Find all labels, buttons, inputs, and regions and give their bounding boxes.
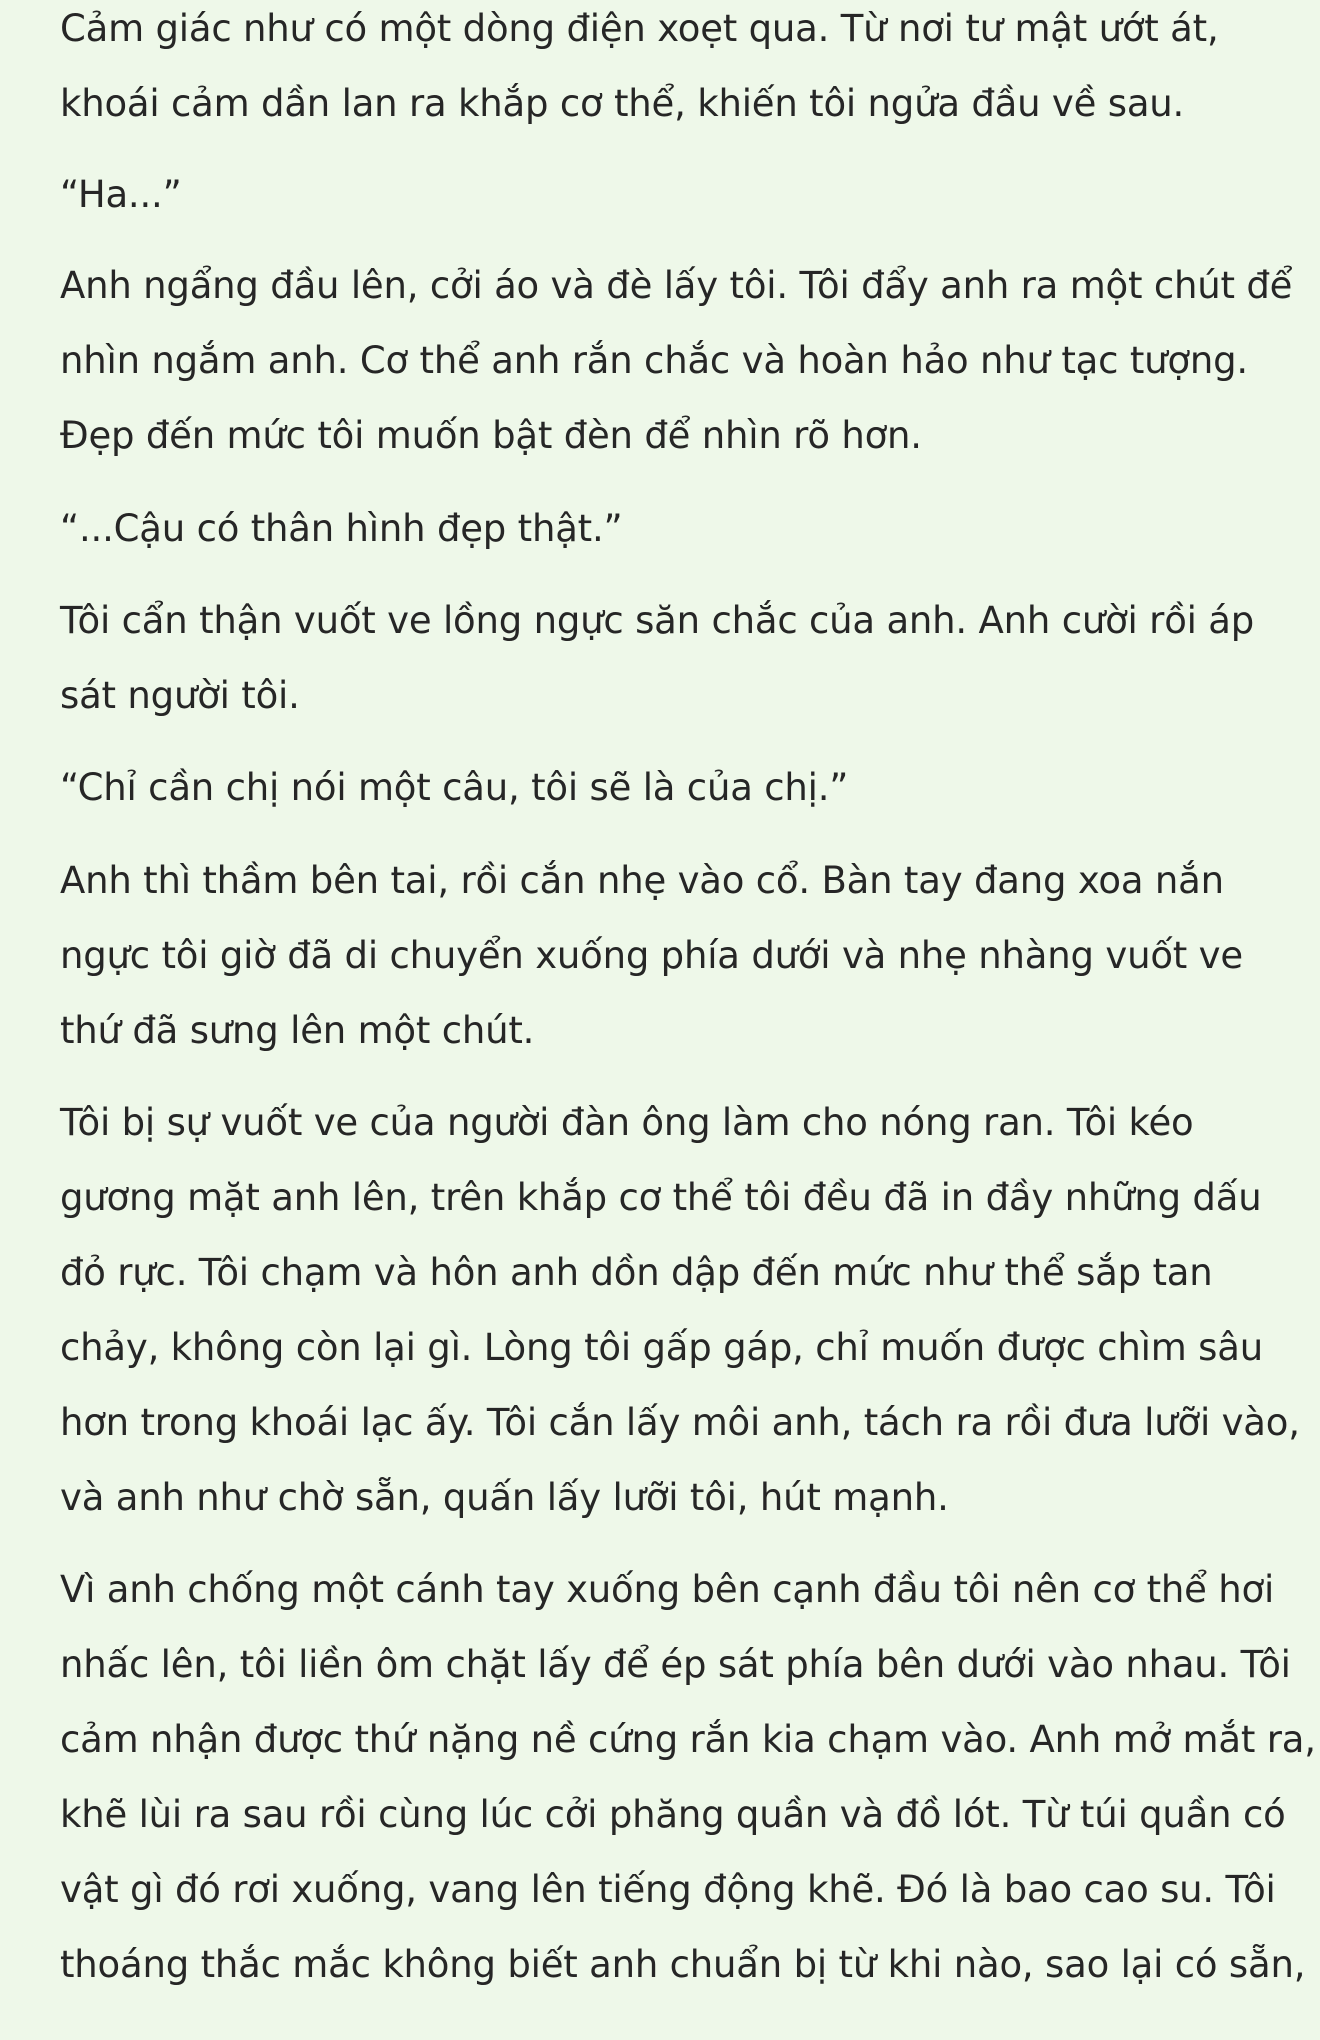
text-line: nhấc lên, tôi liền ôm chặt lấy để ép sát phía bên dưới vào nhau. Tôi <box>60 1643 1291 1686</box>
text-line: “...Cậu có thân hình đẹp thật.” <box>60 507 623 550</box>
text-line: chảy, không còn lại gì. Lòng tôi gấp gáp, chỉ muốn được chìm sâu <box>60 1326 1263 1369</box>
paragraph <box>60 248 1293 473</box>
paragraph <box>60 843 1270 1068</box>
text-line: thứ đã sưng lên một chút. <box>60 1009 535 1052</box>
paragraph <box>60 157 1270 232</box>
text-line: vật gì đó rơi xuống, vang lên tiếng động khẽ. Đó là bao cao su. Tôi <box>60 1868 1276 1911</box>
paragraph <box>60 750 1270 825</box>
text-line: ngực tôi giờ đã di chuyển xuống phía dưới và nhẹ nhàng vuốt ve <box>60 934 1243 977</box>
text-line: cảm nhận được thứ nặng nề cứng rắn kia chạm vào. Anh mở mắt ra, <box>60 1718 1316 1761</box>
text-line: thoáng thắc mắc không biết anh chuẩn bị từ khi nào, sao lại có sẵn, <box>60 1943 1306 1986</box>
text-line: Đẹp đến mức tôi muốn bật đèn để nhìn rõ hơn. <box>60 414 922 457</box>
text-line: hơn trong khoái lạc ấy. Tôi cắn lấy môi anh, tách ra rồi đưa lưỡi vào, <box>60 1401 1300 1444</box>
text-line: khoái cảm dần lan ra khắp cơ thể, khiến tôi ngửa đầu về sau. <box>60 82 1185 125</box>
text-line: gương mặt anh lên, trên khắp cơ thể tôi đều đã in đầy những dấu <box>60 1176 1262 1219</box>
text-line: và anh như chờ sẵn, quấn lấy lưỡi tôi, hút mạnh. <box>60 1476 949 1519</box>
text-line: “Ha...” <box>60 173 182 216</box>
text-line: “Chỉ cần chị nói một câu, tôi sẽ là của chị.” <box>60 766 849 809</box>
paragraph <box>60 1085 1300 1535</box>
text-line: Tôi cẩn thận vuốt ve lồng ngực săn chắc của anh. Anh cười rồi áp <box>60 599 1255 642</box>
paragraph <box>60 583 1270 733</box>
paragraph <box>60 491 1270 566</box>
text-line: đỏ rực. Tôi chạm và hôn anh dồn dập đến mức như thể sắp tan <box>60 1251 1213 1294</box>
text-line: Vì anh chống một cánh tay xuống bên cạnh đầu tôi nên cơ thể hơi <box>60 1568 1275 1611</box>
text-line: sát người tôi. <box>60 674 300 717</box>
paragraph <box>60 0 1270 141</box>
text-line: Anh ngẩng đầu lên, cởi áo và đè lấy tôi. Tôi đẩy anh ra một chút để <box>60 264 1293 307</box>
paragraph <box>60 1552 1316 2002</box>
text-line: Tôi bị sự vuốt ve của người đàn ông làm cho nóng ran. Tôi kéo <box>60 1101 1194 1144</box>
text-line: Anh thì thầm bên tai, rồi cắn nhẹ vào cổ. Bàn tay đang xoa nắn <box>60 859 1224 902</box>
text-line: Cảm giác như có một dòng điện xoẹt qua. Từ nơi tư mật ướt át, <box>60 7 1219 50</box>
text-line: khẽ lùi ra sau rồi cùng lúc cởi phăng quần và đồ lót. Từ túi quần có <box>60 1793 1286 1836</box>
text-line: nhìn ngắm anh. Cơ thể anh rắn chắc và hoàn hảo như tạc tượng. <box>60 339 1248 382</box>
